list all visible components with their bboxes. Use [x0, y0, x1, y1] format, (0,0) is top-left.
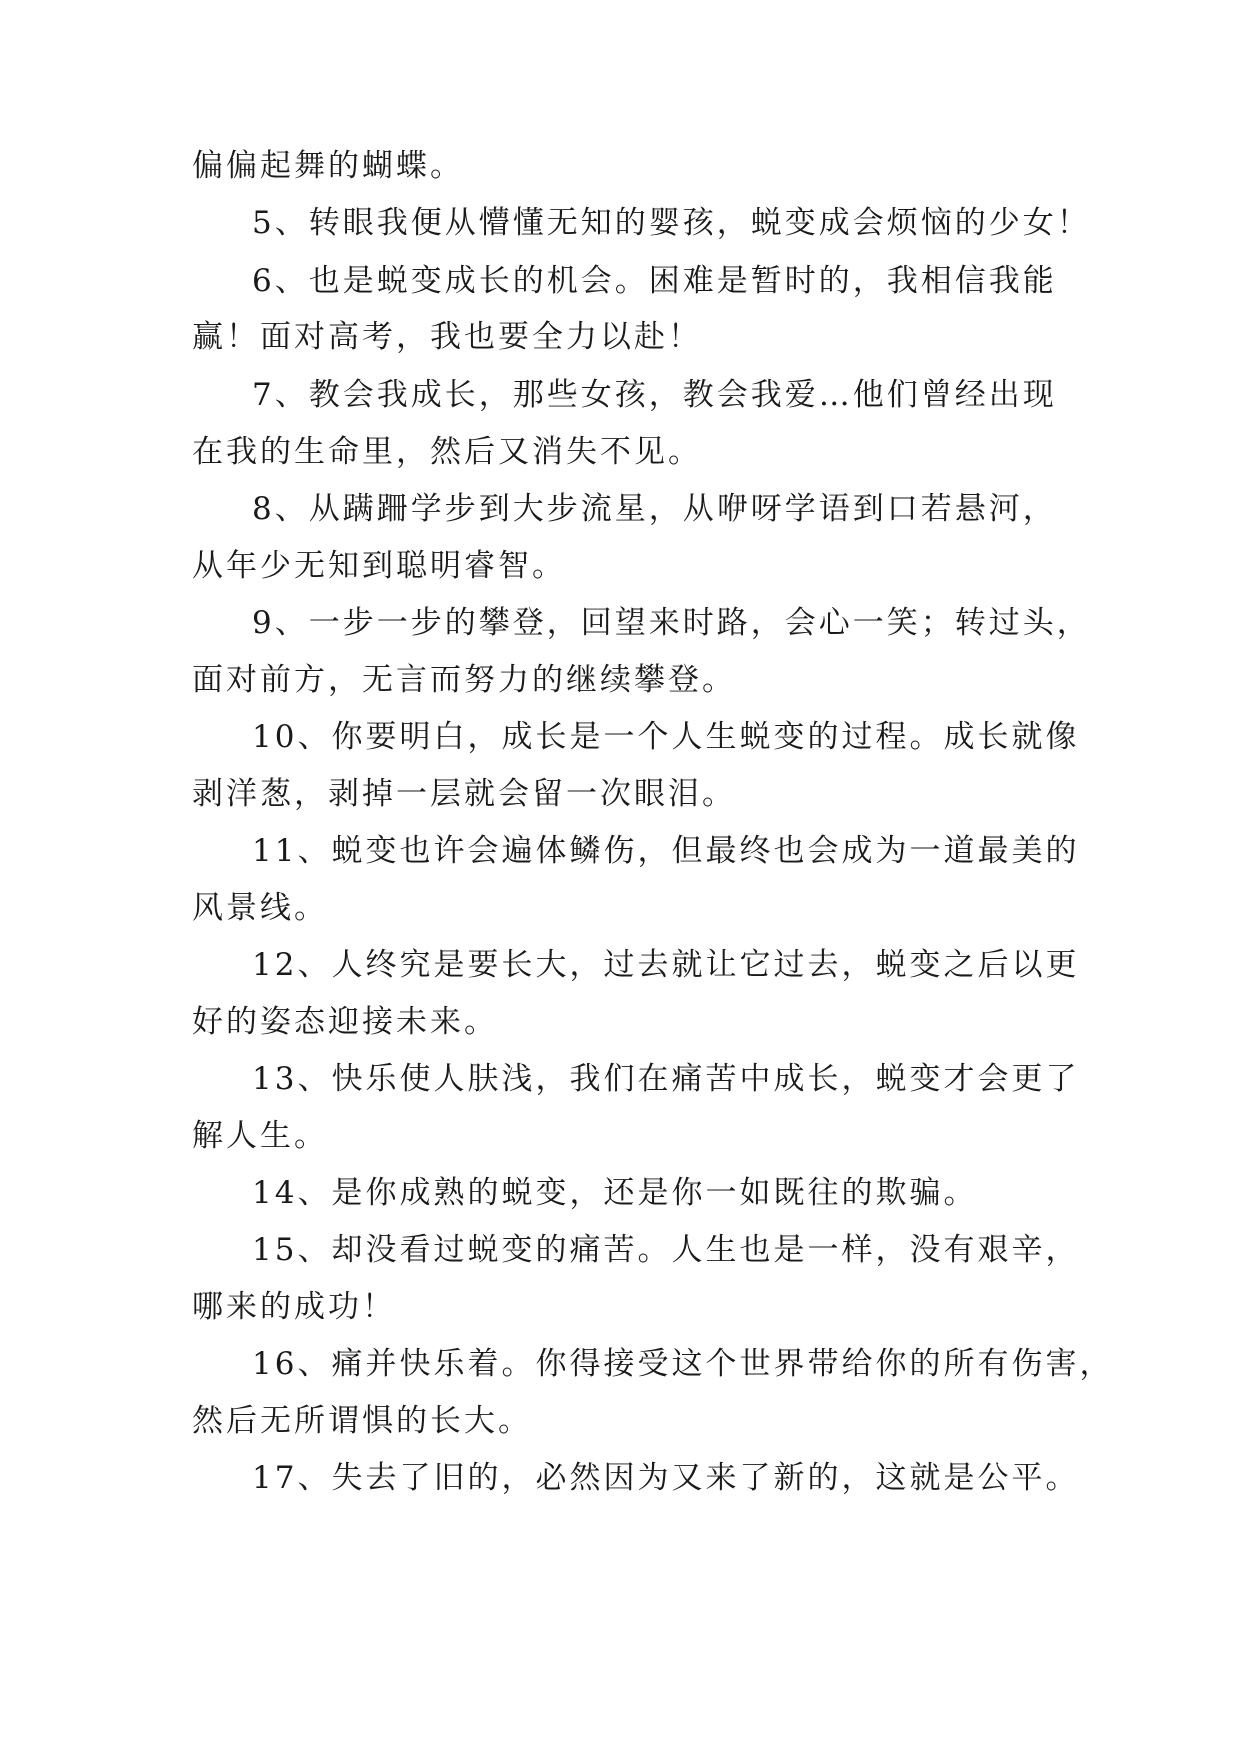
text-line: 7、教会我成长，那些女孩，教会我爱…他们曾经出现: [252, 377, 1057, 413]
text-line: 11、蜕变也许会遍体鳞伤，但最终也会成为一道最美的: [252, 833, 1080, 869]
text-line: 面对前方，无言而努力的继续攀登。: [192, 662, 736, 698]
text-line: 8、从蹒跚学步到大步流星，从咿呀学语到口若悬河，: [252, 491, 1057, 527]
text-line: 然后无所谓惧的长大。: [192, 1403, 532, 1439]
text-line: 15、却没看过蜕变的痛苦。人生也是一样，没有艰辛，: [252, 1232, 1080, 1268]
text-line: 9、一步一步的攀登，回望来时路，会心一笑；转过头，: [252, 605, 1091, 641]
text-line: 10、你要明白，成长是一个人生蜕变的过程。成长就像: [252, 719, 1080, 755]
text-line: 6、也是蜕变成长的机会。困难是暂时的，我相信我能: [252, 263, 1057, 299]
text-line: 13、快乐使人肤浅，我们在痛苦中成长，蜕变才会更了: [252, 1061, 1080, 1097]
text-line: 16、痛并快乐着。你得接受这个世界带给你的所有伤害，: [252, 1346, 1114, 1382]
text-line: 从年少无知到聪明睿智。: [192, 548, 566, 584]
text-line: 17、失去了旧的，必然因为又来了新的，这就是公平。: [252, 1460, 1080, 1496]
text-line: 14、是你成熟的蜕变，还是你一如既往的欺骗。: [252, 1175, 978, 1211]
text-line: 12、人终究是要长大，过去就让它过去，蜕变之后以更: [252, 947, 1080, 983]
text-line: 在我的生命里，然后又消失不见。: [192, 434, 702, 470]
text-line: 赢！面对高考，我也要全力以赴！: [192, 319, 702, 355]
text-line: 好的姿态迎接未来。: [192, 1004, 498, 1040]
text-line: 风景线。: [192, 890, 328, 926]
text-line: 偏偏起舞的蝴蝶。: [192, 148, 464, 184]
text-line: 剥洋葱，剥掉一层就会留一次眼泪。: [192, 776, 736, 812]
text-line: 5、转眼我便从懵懂无知的婴孩，蜕变成会烦恼的少女！: [252, 205, 1091, 241]
text-line: 哪来的成功！: [192, 1289, 396, 1325]
text-line: 解人生。: [192, 1118, 328, 1154]
